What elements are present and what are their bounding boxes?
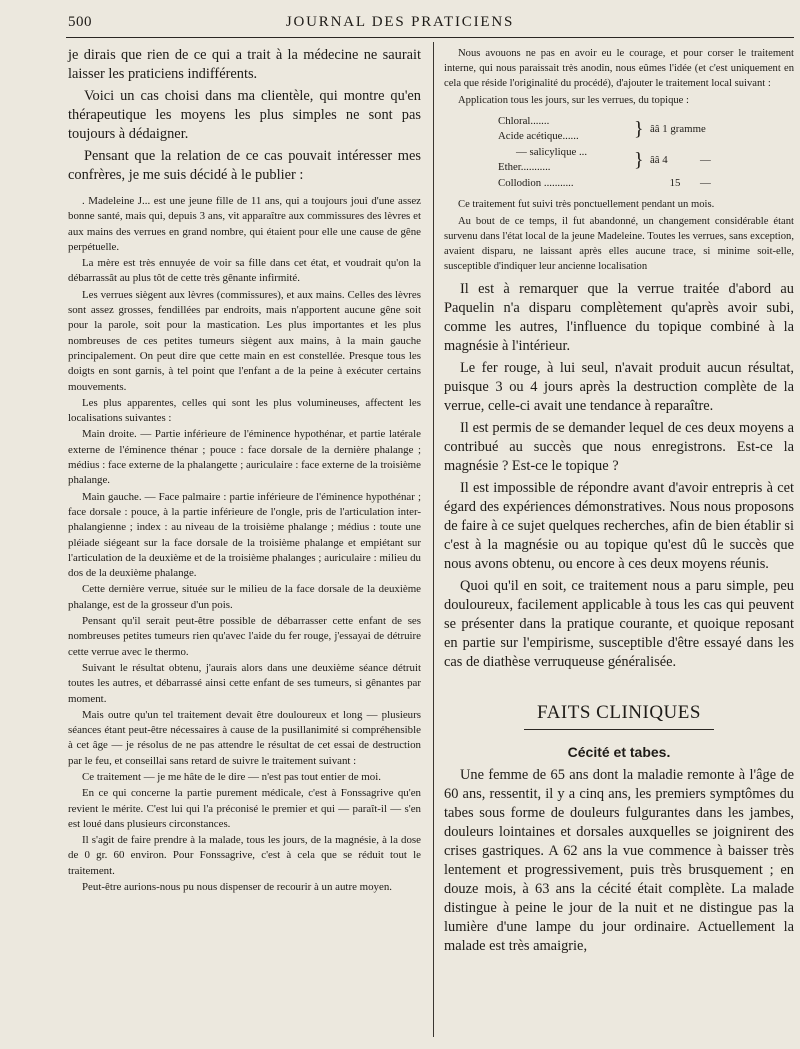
body-paragraph: Il est à remarquer que la verrue traitée d'abord au Paquelin n'a disparu complètement qu'après avoir subi, comme les autres, l'influence du topique combiné à la magnésie à l'intérieur.: [444, 281, 794, 355]
body-paragraph: Il est impossible de répondre avant d'avoir entrepris à cet égard des expériences démonstratives. Nous nous proposons de faire à ce sujet quelques recherches, afin de bien établir si c'est à la magnésie ou au topique qu'est dû le succès que nous avons obtenu, ou encore à ces deux moyens réunis.: [444, 480, 794, 573]
case-paragraph: Suivant le résultat obtenu, j'aurais alors dans une deuxième séance détruit toutes les autres, et débarrassé ainsi cette enfant de ses tumeurs, si gênantes par moment.: [68, 661, 421, 705]
case-paragraph: Peut-être aurions-nous pu nous dispenser de recourir à un autre moyen.: [82, 881, 392, 894]
case-paragraph: La mère est très ennuyée de voir sa fille dans cet état, et voudrait qu'on la débarrassât au plus tôt de cette très gênante infirmité.: [68, 257, 421, 285]
case-paragraph: Les plus apparentes, celles qui sont les plus volumineuses, affectent les localisations suivantes :: [68, 396, 421, 425]
page-number: 500: [68, 14, 92, 30]
amount-dash: —: [700, 176, 711, 189]
body-paragraph: je dirais que rien de ce qui a trait à la médecine ne saurait laisser les praticiens indifférents.: [68, 47, 421, 82]
amount-label: 15: [669, 176, 681, 189]
case-paragraph: Au bout de ce temps, il fut abandonné, un changement considérable étant survenu dans l'état local de la jeune Madeleine. Toutes les verrues, sans exception, avaient disparu, ne laissant après elles aucune trace, si minime soit-elle, susceptible d'indiquer leur ancienne localisation: [444, 215, 794, 273]
left-column: [68, 46, 421, 896]
amount-label: ââ 1 gramme: [650, 122, 706, 135]
section-rule: [524, 729, 714, 730]
case-paragraph: Nous avouons ne pas en avoir eu le courage, et pour corser le traitement interne, qui nous paraissait très anodin, nous eûmes l'idée (et c'est uniquement en cela que réside l'originalité du procédé), d'ajouter le traitement local suivant :: [444, 48, 794, 90]
body-paragraph: Une femme de 65 ans dont la maladie remonte à l'âge de 60 ans, ressentit, il y a cinq ans, les premiers symptômes du tabes sous forme de douleurs fulgurantes dans les jambes, douleurs lointaines et dorsales auxquelles se joignirent des crises gastriques. A 62 ans la vue commence à baisser très lentement et progressivement, puis très brusquement ; en douze mois, à 63 ans la cécité était complète. La malade distingue à peine le jour de la nuit et ne distingue pas la lumière d'une lampe du jour ordinaire. Actuellement la malade est très amaigrie,: [444, 767, 794, 955]
formula-brace: }: [634, 118, 644, 141]
header-rule: [66, 37, 794, 38]
ingredient-acetic-acid: Acide acétique......: [498, 130, 579, 143]
case-paragraph: En ce qui concerne la partie purement médicale, c'est à Fonssagrive qu'en revient le mérite. C'est lui qui l'a préconisé le premier et qui — paraît-il — s'en est loué dans plusieurs circonstances.: [68, 787, 421, 830]
right-column: [444, 46, 794, 959]
case-paragraph: Il s'agit de faire prendre à la malade, tous les jours, de la magnésie, à la dose de 0 gr. 60 environ. Pour Fonssagrive, c'est à cela que se réduit tout le traitement.: [68, 834, 421, 877]
ingredient-salicylic-acid: — salicylique ...: [516, 145, 588, 158]
formula-brace: }: [634, 149, 644, 172]
body-paragraph: Pensant que la relation de ce cas pouvait intéresser mes confrères, je me suis décidé à le publier :: [68, 148, 421, 183]
ingredient-ether: Ether...........: [498, 161, 551, 174]
body-paragraph: Voici un cas choisi dans ma clientèle, qui montre qu'en thérapeutique les moyens les plus simples ne sont pas toujours à dédaigner.: [68, 88, 421, 142]
case-paragraph: Les verrues siègent aux lèvres (commissures), et aux mains. Celles des lèvres sont assez grosses, fendillées par endroits, mais n'apportent aucune gêne soit pour la parole, soit pour la mastication. Les plus importantes et les plus nombreuses de ces petites tumeurs siègent aux mains, à la main gauche principalement. On peut dire que cette main en est constellée. Presque tous les doigts en sont garnis, à tel point que l'enfant a de la peine à exécuter certains mouvements.: [68, 288, 421, 393]
running-head: JOURNAL DES PRATICIENS: [285, 14, 515, 30]
case-paragraph: Ce traitement — je me hâte de le dire — n'est pas tout entier de moi.: [82, 770, 381, 783]
ingredient-chloral: Chloral.......: [498, 114, 550, 127]
column-divider: [433, 42, 434, 1037]
prescription-formula: [498, 114, 794, 192]
article-title: Cécité et tabes.: [567, 744, 671, 761]
case-paragraph: Main gauche. — Face palmaire : partie inférieure de l'éminence hypothénar ; face dorsale : pouce, à la partie inférieure de l'ongle, pris de l'articulation inter-phalangienne ; index : au niveau de la troisième phalange ; médius : toute une pléiade siégeant sur la face dorsale de la troisième phalange et empiétant sur l'articulation de la deuxième et de la troisième phalanges ; auriculaire : milieu du dos de la deuxième phalange.: [68, 490, 421, 580]
case-paragraph: . Madeleine J... est une jeune fille de 11 ans, qui a toujours joui d'une assez bonne santé, mais qui, depuis 3 ans, vit apparaître aux commissures des lèvres et aux mains des verrues en grand nombre, qui étaient pour elle une cause de gêne perpétuelle.: [68, 195, 421, 253]
case-paragraph: Pensant qu'il serait peut-être possible de débarrasser cette enfant de ses nombreuses petites tumeurs rien qu'avec l'aide du fer rouge, j'essayai de détruire cette verrue avec le thermo.: [68, 615, 421, 658]
amount-dash: —: [700, 153, 711, 166]
case-paragraph: Ce traitement fut suivi très ponctuellement pendant un mois.: [458, 199, 715, 211]
section-title: FAITS CLINIQUES: [537, 702, 701, 724]
amount-label: ââ 4: [650, 153, 668, 166]
case-paragraph: Mais outre qu'un tel traitement devait être douloureux et long — plusieurs séances étant peut-être nécessaires à cause de la pusillanimité si compréhensible à cet âge — je résolus de ne pas attendre le résultat de cet essai de destruction par le feu, et conseillai sans retard de suivre le traitement suivant :: [68, 708, 421, 767]
body-paragraph: Quoi qu'il en soit, ce traitement nous a paru simple, peu douloureux, facilement applicable à tous les cas qui peuvent se présenter dans la pratique courante, et quoique reposant en partie sur l'empirisme, susceptible d'être essayé dans les cas de diathèse verruqueuse généralisée.: [444, 578, 794, 671]
ingredient-collodion: Collodion ...........: [498, 176, 574, 189]
case-paragraph: Cette dernière verrue, située sur le milieu de la face dorsale de la deuxième phalange, est de la grosseur d'un pois.: [68, 583, 421, 611]
body-paragraph: Il est permis de se demander lequel de ces deux moyens a contribué au succès que nous enregistrons. Est-ce la magnésie ? Est-ce le topique ?: [444, 420, 794, 475]
case-paragraph: Main droite. — Partie inférieure de l'éminence hypothénar, et partie latérale externe de l'éminence thénar ; pouce : face dorsale de la dernière phalange ; médius : face externe de la phalangette ; auriculaire : face externe de la troisième phalange.: [68, 428, 421, 487]
body-paragraph: Le fer rouge, à lui seul, n'avait produit aucun résultat, puisque 3 ou 4 jours après la destruction complète de la verrue, celle-ci avait une tendance à reparaître.: [444, 360, 794, 415]
case-paragraph: Application tous les jours, sur les verrues, du topique :: [458, 94, 689, 106]
